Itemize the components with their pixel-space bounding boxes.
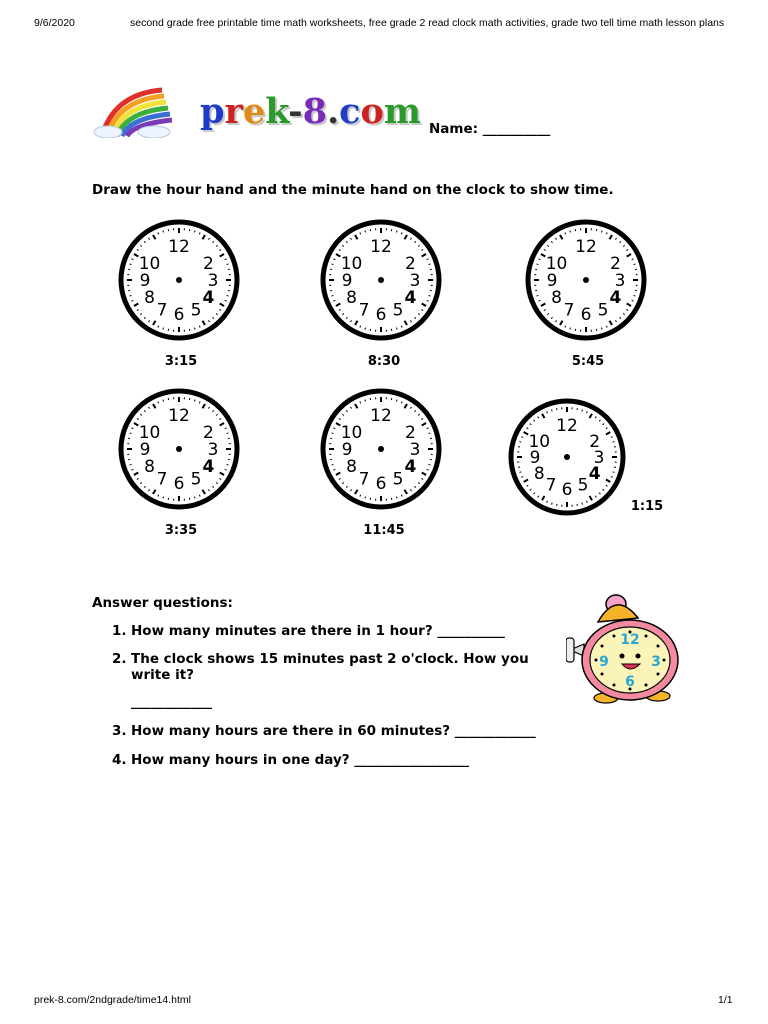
clock-face-6 xyxy=(507,397,627,517)
logo-letter: . xyxy=(326,91,340,132)
question-4 xyxy=(112,752,591,768)
question-text: How many minutes are there in 1 hour? __________ xyxy=(131,623,505,639)
clock-tick xyxy=(552,409,553,411)
clock-numeral: 3 xyxy=(207,440,219,460)
question-number: 4. xyxy=(112,752,127,768)
question-number: 1. xyxy=(112,623,127,639)
clock-time-label: 3:35 xyxy=(164,523,198,538)
clock-tick xyxy=(519,442,521,443)
clock-tick xyxy=(429,464,431,465)
mascot-numeral: 3 xyxy=(651,654,661,670)
clock-tick xyxy=(613,442,615,443)
clock-time-label: 5:45 xyxy=(571,354,605,369)
question-1 xyxy=(112,623,551,639)
clock-numeral: 3 xyxy=(207,271,219,291)
clock-tick xyxy=(163,400,164,402)
clock-numeral: 7 xyxy=(156,469,168,490)
clock-time-label: 3:15 xyxy=(164,354,198,369)
print-page-number: 1/1 xyxy=(718,994,733,1006)
clock-numeral: 12 xyxy=(370,237,392,257)
clock-numeral: 7 xyxy=(358,300,370,321)
clock-numeral: 2 xyxy=(203,254,214,274)
clock-numeral: 10 xyxy=(340,423,363,443)
clock-tick xyxy=(163,497,164,499)
clock-face-1 xyxy=(117,218,241,342)
questions-heading: Answer questions: xyxy=(92,595,233,611)
clock-numeral: 6 xyxy=(173,305,185,325)
clock-tick xyxy=(332,264,334,265)
clock-numeral: 3 xyxy=(593,448,605,468)
clock-numeral: 12 xyxy=(168,406,190,426)
clock-tick xyxy=(429,295,431,296)
clock-numeral: 5 xyxy=(392,300,404,321)
clock-numeral: 5 xyxy=(190,300,202,321)
clock-center-dot xyxy=(378,446,384,452)
clock-numeral: 2 xyxy=(405,423,416,443)
question-2-answer-blank: ____________ xyxy=(131,694,212,710)
clock-tick xyxy=(537,295,539,296)
mascot-numeral: 12 xyxy=(620,632,640,648)
clock-tick xyxy=(130,295,132,296)
clock-numeral: 4 xyxy=(404,457,417,477)
clock-tick xyxy=(332,433,334,434)
clock-tick xyxy=(537,264,539,265)
clock-tick xyxy=(332,464,334,465)
clock-numeral: 7 xyxy=(358,469,370,490)
mascot-numeral: 6 xyxy=(625,674,635,690)
clock-tick xyxy=(396,497,397,499)
clock-numeral: 2 xyxy=(405,254,416,274)
instruction-text: Draw the hour hand and the minute hand on the clock to show time. xyxy=(92,182,614,198)
clock-numeral: 3 xyxy=(409,440,421,460)
clock-tick xyxy=(570,328,571,330)
clock-tick xyxy=(519,472,521,473)
question-number: 2. xyxy=(112,651,127,667)
clock-tick xyxy=(227,295,229,296)
logo-letter: m xyxy=(383,91,421,132)
clock-tick xyxy=(570,231,571,233)
question-2 xyxy=(112,651,551,683)
clock-numeral: 12 xyxy=(168,237,190,257)
logo-letter: k xyxy=(265,91,289,132)
clock-numeral: 3 xyxy=(409,271,421,291)
alarm-clock-mascot-image xyxy=(566,592,684,710)
print-page-title: second grade free printable time math worksheets, free grade 2 read clock math activities, grade two tell time math lesson plans xyxy=(130,17,725,29)
name-field-label: Name: __________ xyxy=(429,121,551,137)
print-footer-url: prek-8.com/2ndgrade/time14.html xyxy=(34,994,191,1006)
clock-numeral: 2 xyxy=(203,423,214,443)
logo-letter: r xyxy=(224,91,243,132)
clock-tick xyxy=(429,264,431,265)
logo-letter: 8 xyxy=(302,91,327,132)
logo-letter: o xyxy=(360,91,384,132)
clock-numeral: 7 xyxy=(563,300,575,321)
mascot-numeral: 9 xyxy=(599,654,609,670)
clock-numeral: 9 xyxy=(546,271,558,291)
clock-tick xyxy=(601,231,602,233)
clock-face-3 xyxy=(524,218,648,342)
logo-letter: p xyxy=(200,91,225,132)
clock-tick xyxy=(194,400,195,402)
clock-numeral: 3 xyxy=(614,271,626,291)
clock-tick xyxy=(396,231,397,233)
clock-face-4 xyxy=(117,387,241,511)
clock-numeral: 5 xyxy=(392,469,404,490)
clock-tick xyxy=(365,400,366,402)
clock-face-5 xyxy=(319,387,443,511)
question-text: How many hours are there in 60 minutes? ____________ xyxy=(131,723,536,739)
clock-tick xyxy=(365,497,366,499)
clock-tick xyxy=(582,409,583,411)
clock-numeral: 6 xyxy=(375,474,387,494)
site-logo xyxy=(200,92,421,132)
clock-numeral: 9 xyxy=(139,440,151,460)
clock-tick xyxy=(613,472,615,473)
clock-numeral: 10 xyxy=(545,254,568,274)
clock-tick xyxy=(194,231,195,233)
clock-numeral: 7 xyxy=(156,300,168,321)
clock-numeral: 6 xyxy=(561,480,573,500)
clock-numeral: 8 xyxy=(144,457,155,477)
clock-numeral: 10 xyxy=(340,254,363,274)
print-date: 9/6/2020 xyxy=(34,17,75,29)
question-3 xyxy=(112,723,591,739)
logo-letter: - xyxy=(288,91,303,132)
clock-tick xyxy=(396,328,397,330)
clock-tick xyxy=(634,264,636,265)
clock-tick xyxy=(194,497,195,499)
clock-numeral: 10 xyxy=(138,423,161,443)
clock-tick xyxy=(227,433,229,434)
clock-tick xyxy=(163,328,164,330)
clock-tick xyxy=(429,433,431,434)
clock-numeral: 10 xyxy=(138,254,161,274)
clock-numeral: 5 xyxy=(597,300,609,321)
clock-tick xyxy=(194,328,195,330)
clock-tick xyxy=(227,464,229,465)
clock-numeral: 6 xyxy=(173,474,185,494)
clock-tick xyxy=(130,433,132,434)
clock-numeral: 8 xyxy=(346,288,357,308)
question-number: 3. xyxy=(112,723,127,739)
clock-numeral: 6 xyxy=(580,305,592,325)
clock-tick xyxy=(634,295,636,296)
clock-center-dot xyxy=(176,446,182,452)
clock-numeral: 4 xyxy=(609,288,622,308)
clock-time-label: 11:45 xyxy=(363,523,405,538)
clock-tick xyxy=(227,264,229,265)
rainbow-logo-image xyxy=(92,86,178,138)
clock-numeral: 5 xyxy=(190,469,202,490)
clock-numeral: 7 xyxy=(545,475,557,496)
clock-numeral: 6 xyxy=(375,305,387,325)
clock-numeral: 4 xyxy=(202,457,215,477)
clock-numeral: 2 xyxy=(589,432,601,452)
clock-numeral: 12 xyxy=(556,416,578,436)
clock-center-dot xyxy=(564,454,570,460)
clock-face-2 xyxy=(319,218,443,342)
clock-time-label: 8:30 xyxy=(367,354,401,369)
clock-numeral: 4 xyxy=(588,464,601,484)
clock-center-dot xyxy=(378,277,384,283)
clock-numeral: 8 xyxy=(144,288,155,308)
clock-numeral: 4 xyxy=(404,288,417,308)
clock-tick xyxy=(601,328,602,330)
clock-tick xyxy=(365,328,366,330)
clock-tick xyxy=(130,464,132,465)
logo-letter: e xyxy=(242,91,266,132)
clock-numeral: 5 xyxy=(577,475,589,496)
clock-tick xyxy=(552,503,553,505)
clock-time-label: 1:15 xyxy=(630,499,664,514)
question-text: How many hours in one day? _________________ xyxy=(131,752,470,768)
clock-numeral: 12 xyxy=(575,237,597,257)
clock-numeral: 9 xyxy=(341,271,353,291)
clock-tick xyxy=(163,231,164,233)
clock-tick xyxy=(332,295,334,296)
clock-tick xyxy=(365,231,366,233)
clock-numeral: 8 xyxy=(551,288,562,308)
clock-tick xyxy=(396,400,397,402)
clock-numeral: 9 xyxy=(139,271,151,291)
clock-tick xyxy=(130,264,132,265)
clock-numeral: 9 xyxy=(341,440,353,460)
clock-numeral: 8 xyxy=(346,457,357,477)
clock-numeral: 9 xyxy=(529,448,541,468)
clock-tick xyxy=(582,503,583,505)
clock-center-dot xyxy=(176,277,182,283)
clock-center-dot xyxy=(583,277,589,283)
clock-numeral: 12 xyxy=(370,406,392,426)
question-text: The clock shows 15 minutes past 2 o'clock. How you write it? xyxy=(131,651,529,683)
clock-numeral: 10 xyxy=(528,432,551,452)
clock-numeral: 4 xyxy=(202,288,215,308)
logo-letter: c xyxy=(339,91,361,132)
clock-numeral: 8 xyxy=(533,464,545,484)
clock-numeral: 2 xyxy=(610,254,621,274)
